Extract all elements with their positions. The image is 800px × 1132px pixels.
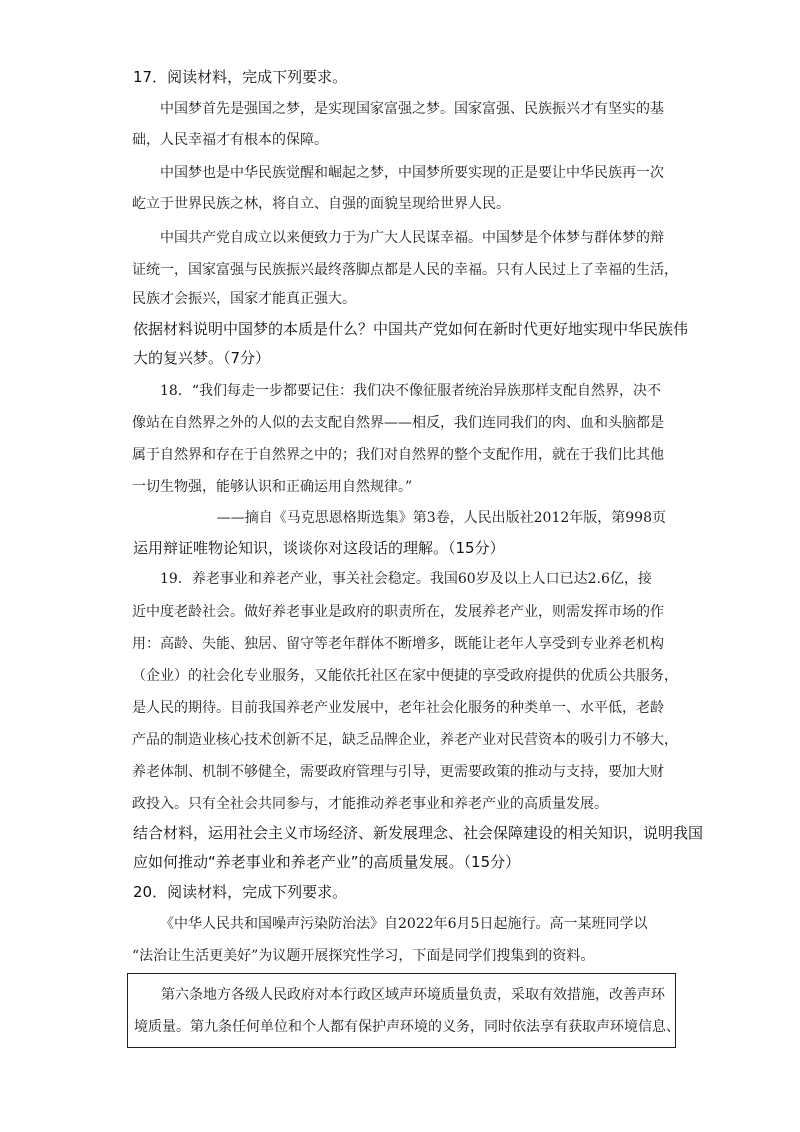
- q17-paragraph-1-line-1: 中国梦首先是强国之梦，是实现国家富强之梦。国家富强、民族振兴才有坚实的基: [160, 101, 664, 117]
- q17-paragraph-3-line-1: 中国共产党自成立以来便致力于为广大人民谋幸福。中国梦是个体梦与群体梦的辩: [160, 230, 664, 246]
- q20-text-line-1: 《中华人民共和国噪声污染防治法》自2022年6月5日起施行。高一某班同学以: [160, 916, 648, 932]
- q18-text-line-3: 属于自然界和存在于自然界之中的；我们对自然界的整个支配作用，就在于我们比其他: [132, 447, 664, 463]
- q17-paragraph-2-line-1: 中国梦也是中华民族觉醒和崛起之梦，中国梦所要实现的正是要让中华民族再一次: [160, 165, 664, 181]
- q17-paragraph-3-line-2: 证统一，国家富强与民族振兴最终落脚点都是人民的幸福。只有人民过上了幸福的生活，: [132, 262, 678, 278]
- q20-box-line-2: 境质量。第九条任何单位和个人都有保护声环境的义务，同时依法享有获取声环境信息、: [134, 1019, 680, 1035]
- q19-text-line-4: （企业）的社会化专业服务，又能依托社区在家中便捷的享受政府提供的优质公共服务，: [132, 668, 678, 684]
- q18-text-line-2: 像站在自然界之外的人似的去支配自然界——相反，我们连同我们的肉、血和头脑都是: [132, 415, 664, 431]
- q19-text-line-5: 是人民的期待。目前我国养老产业发展中，老年社会化服务的种类单一、水平低，老龄: [132, 700, 664, 716]
- q19-text-line-7: 养老体制、机制不够健全，需要政府管理与引导，更需要政策的推动与支持，要加大财: [132, 764, 664, 780]
- q18-text-line-4: 一切生物强，能够认识和正确运用自然规律。”: [132, 479, 413, 495]
- q17-question-line-1: 依据材料说明中国梦的本质是什么？中国共产党如何在新时代更好地实现中华民族伟: [133, 320, 689, 338]
- q19-text-line-1: 19．养老事业和养老产业，事关社会稳定。我国60岁及以上人口已达2.6亿，接: [160, 571, 652, 587]
- q20-heading: 20．阅读材料，完成下列要求。: [133, 883, 348, 901]
- q17-paragraph-2-line-2: 屹立于世界民族之林，将自立、自强的面貌呈现给世界人民。: [132, 196, 510, 212]
- q19-text-line-6: 产品的制造业核心技术创新不足，缺乏品牌企业，养老产业对民营资本的吸引力不够大，: [132, 732, 678, 748]
- q17-question-line-2: 大的复兴梦。（7分）: [133, 349, 271, 367]
- q19-text-line-2: 近中度老龄社会。做好养老事业是政府的职责所在，发展养老产业，则需发挥市场的作: [132, 604, 664, 620]
- q18-text-line-1: 18．“我们每走一步都要记住：我们决不像征服者统治异族那样支配自然界，决不: [160, 383, 661, 399]
- q20-text-line-2: “法治让生活更美好”为议题开展探究性学习，下面是同学们搜集到的资料。: [132, 948, 595, 964]
- q18-question: 运用辩证唯物论知识，谈谈你对这段话的理解。（15分）: [133, 539, 505, 557]
- q18-source-citation: ——摘自《马克思恩格斯选集》第3卷，人民出版社2012年版，第998页: [216, 510, 666, 526]
- q17-heading: 17．阅读材料，完成下列要求。: [133, 68, 348, 86]
- q20-box-line-1: 第六条地方各级人民政府对本行政区域声环境质量负责，采取有效措施，改善声环: [161, 987, 665, 1003]
- q20-material-box: [127, 973, 680, 1048]
- q17-paragraph-1-line-2: 础，人民幸福才有根本的保障。: [132, 132, 328, 148]
- q19-text-line-3: 用：高龄、失能、独居、留守等老年群体不断增多，既能让老年人享受到专业养老机构: [132, 636, 664, 652]
- q19-question-line-2: 应如何推动“养老事业和养老产业”的高质量发展。（15分）: [133, 853, 521, 871]
- q17-paragraph-3-line-3: 民族才会振兴，国家才能真正强大。: [132, 291, 356, 307]
- q19-text-line-8: 政投入。只有全社会共同参与，才能推动养老事业和养老产业的高质量发展。: [132, 796, 608, 812]
- q19-question-line-1: 结合材料，运用社会主义市场经济、新发展理念、社会保障建设的相关知识，说明我国: [133, 824, 704, 842]
